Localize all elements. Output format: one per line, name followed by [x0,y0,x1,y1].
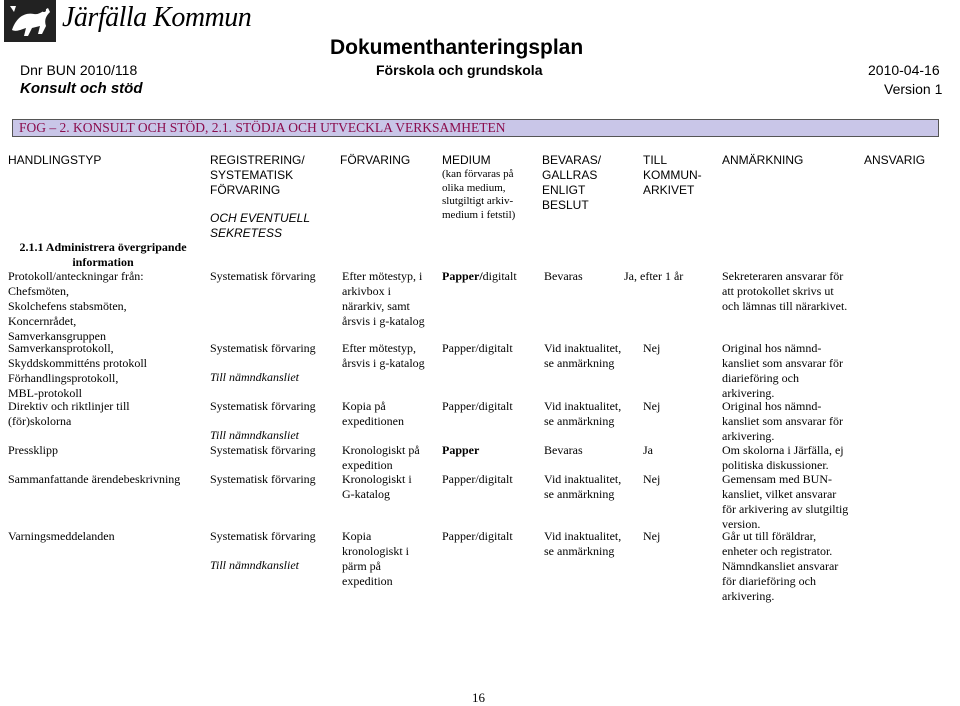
row3-handlingstyp: Direktiv och riktlinjer till (för)skolorna [8,399,130,428]
row4-bevaras: Bevaras [544,443,583,457]
row2-kommunarkivet: Nej [643,341,661,355]
row4-kommunarkivet: Ja [643,443,653,457]
row3-bevaras: Vid inaktualitet, se anmärkning [544,399,622,428]
row1-handlingstyp: Protokoll/anteckningar från: Chefsmöten, Skolchefens stabsmöten, Koncernrådet, Samverkansgruppen [8,269,144,343]
dnr-label: Dnr BUN 2010/118 [20,62,138,78]
row1-bevaras: Bevaras [544,269,583,283]
row4-medium: Papper [442,443,480,457]
col-ansvarig: ANSVARIG [864,153,926,167]
row6-sekretess: Till nämndkansliet [210,558,300,572]
row5-anmarkning: Gemensam med BUN- kansliet, vilket ansvarar för arkivering av slutgiltig version. [722,472,849,531]
row3-medium: Papper/digitalt [442,399,513,413]
col-medium-sub: (kan förvaras på olika medium, slutgiltigt arkiv- medium i fetstil) [442,168,516,221]
row3-registrering: Systematisk förvaring [210,399,316,413]
row1-kommunarkivet: Ja, efter 1 år [624,269,684,283]
row6-forvaring: Kopia kronologiskt i pärm på expedition [342,529,410,588]
row1-registrering: Systematisk förvaring [210,269,316,283]
row5-medium: Papper/digitalt [442,472,513,486]
col-kommunarkivet: TILL KOMMUN- ARKIVET [643,153,702,197]
document-title: Dokumenthanteringsplan [330,36,584,59]
row3-forvaring: Kopia på expeditionen [342,399,404,428]
row5-kommunarkivet: Nej [643,472,661,486]
section-heading: FOG – 2. KONSULT OCH STÖD, 2.1. STÖDJA OCH UTVECKLA VERKSAMHETEN [12,119,939,137]
row2-forvaring: Efter mötestyp, årsvis i g-katalog [342,341,425,370]
col-registrering-sub: OCH EVENTUELL SEKRETESS [210,211,311,240]
row4-handlingstyp: Pressklipp [8,443,59,457]
row3-sekretess: Till nämndkansliet [210,428,300,442]
date-label: 2010-04-16 [868,62,940,78]
row2-handlingstyp: Samverkansprotokoll, Skyddskommitténs protokoll Förhandlingsprotokoll, MBL-protokoll [8,341,148,400]
subunit-label: Konsult och stöd [20,80,143,97]
row1-anmarkning: Sekreteraren ansvarar för att protokollet skrivs ut och lämnas till närarkivet. [722,269,848,313]
row6-kommunarkivet: Nej [643,529,661,543]
subsection-heading: 2.1.1 Administrera övergripande information [19,240,187,269]
row6-medium: Papper/digitalt [442,529,513,543]
col-registrering: REGISTRERING/ SYSTEMATISK FÖRVARING [210,153,305,197]
col-forvaring: FÖRVARING [340,153,411,167]
col-medium: MEDIUM [442,153,491,167]
col-handlingstyp: HANDLINGSTYP [8,153,102,167]
row1-medium: Papper/digitalt [442,269,517,283]
row2-sekretess: Till nämndkansliet [210,370,300,384]
row2-bevaras: Vid inaktualitet, se anmärkning [544,341,622,370]
row1-forvaring: Efter mötestyp, i arkivbox i närarkiv, samt årsvis i g-katalog [342,269,425,328]
row6-bevaras: Vid inaktualitet, se anmärkning [544,529,622,558]
municipality-logo-text: Järfälla Kommun [62,2,252,33]
row5-registrering: Systematisk förvaring [210,472,316,486]
row3-anmarkning: Original hos nämnd- kansliet som ansvarar för arkivering. [722,399,843,443]
row2-medium: Papper/digitalt [442,341,513,355]
row2-anmarkning: Original hos nämnd- kansliet som ansvarar för diarieföring och arkivering. [722,341,843,400]
row5-forvaring: Kronologiskt i G-katalog [342,472,412,501]
col-bevaras: BEVARAS/ GALLRAS ENLIGT BESLUT [542,153,602,212]
row3-kommunarkivet: Nej [643,399,661,413]
row6-registrering: Systematisk förvaring [210,529,316,543]
row4-anmarkning: Om skolorna i Järfälla, ej politiska diskussioner. [722,443,844,472]
page-number: 16 [472,690,485,705]
version-label: Version 1 [884,81,943,97]
col-anmarkning: ANMÄRKNING [722,153,804,167]
row6-anmarkning: Går ut till föräldrar, enheter och registrator. Nämndkansliet ansvarar för diarieföring och arkivering. [722,529,839,603]
municipality-crest-logo [4,0,56,42]
row5-handlingstyp: Sammanfattande ärendebeskrivning [8,472,181,486]
row6-handlingstyp: Varningsmeddelanden [8,529,115,543]
unit-label: Förskola och grundskola [376,62,543,78]
row5-bevaras: Vid inaktualitet, se anmärkning [544,472,622,501]
row4-registrering: Systematisk förvaring [210,443,316,457]
row2-registrering: Systematisk förvaring [210,341,316,355]
row4-forvaring: Kronologiskt på expedition [342,443,420,472]
